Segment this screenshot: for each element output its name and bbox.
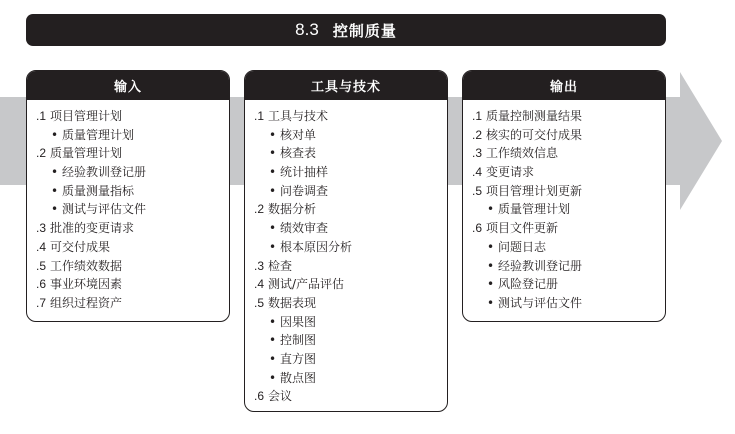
item-text: 批准的变更请求 xyxy=(50,221,135,236)
item-text: 变更请求 xyxy=(486,165,535,180)
item-text: 质量管理计划 xyxy=(62,127,135,142)
tools-subitem xyxy=(245,313,447,332)
item-text: 核查表 xyxy=(280,146,317,161)
inputs-item xyxy=(27,294,229,313)
item-number: .4 xyxy=(36,239,47,254)
item-number: .6 xyxy=(472,221,483,236)
item-text: 根本原因分析 xyxy=(280,239,353,254)
item-number: .3 xyxy=(472,146,483,161)
tools-item xyxy=(245,200,447,219)
inputs-item xyxy=(27,219,229,238)
outputs-item xyxy=(463,107,665,126)
tools-subitem xyxy=(245,144,447,163)
tools-item xyxy=(245,257,447,276)
inputs-item xyxy=(27,257,229,276)
tools-subitem xyxy=(245,350,447,369)
item-number: .1 xyxy=(254,109,265,123)
inputs-subitem xyxy=(27,200,229,219)
item-text: 工作绩效数据 xyxy=(50,258,123,273)
item-text: 问卷调查 xyxy=(280,183,329,198)
item-text: 统计抽样 xyxy=(280,165,329,180)
item-text: 因果图 xyxy=(280,314,317,329)
item-number: .1 xyxy=(36,109,47,123)
inputs-list xyxy=(27,100,229,313)
item-text: 工具与技术 xyxy=(268,109,329,123)
outputs-item xyxy=(463,163,665,182)
item-text: 数据分析 xyxy=(268,202,317,217)
item-text: 质量管理计划 xyxy=(498,202,571,217)
item-text: 组织过程资产 xyxy=(50,295,123,310)
inputs-subitem xyxy=(27,163,229,182)
outputs-item xyxy=(463,144,665,163)
outputs-subitem xyxy=(463,275,665,294)
outputs-subitem xyxy=(463,238,665,257)
tools-subitem xyxy=(245,238,447,257)
item-text: 测试/产品评估 xyxy=(268,277,345,292)
item-number: .6 xyxy=(254,389,265,404)
item-text: 数据表现 xyxy=(268,295,317,310)
item-number: .5 xyxy=(36,258,47,273)
tools-item xyxy=(245,387,447,406)
tools-subitem xyxy=(245,163,447,182)
item-number: .4 xyxy=(254,277,265,292)
tools-subitem xyxy=(245,219,447,238)
title-bar xyxy=(26,14,666,46)
outputs-subitem xyxy=(463,257,665,276)
inputs-item xyxy=(27,238,229,257)
process-title: 控制质量 xyxy=(332,21,397,40)
item-number: .7 xyxy=(36,295,47,310)
tools-list xyxy=(245,100,447,406)
item-number: .2 xyxy=(36,146,47,161)
item-text: 控制图 xyxy=(280,333,317,348)
item-text: 测试与评估文件 xyxy=(498,295,583,310)
item-text: 问题日志 xyxy=(498,239,547,254)
item-text: 可交付成果 xyxy=(50,239,111,254)
item-number: .2 xyxy=(472,127,483,142)
item-text: 测试与评估文件 xyxy=(62,202,147,217)
process-number: 8.3 xyxy=(295,20,319,39)
item-text: 质量管理计划 xyxy=(50,146,123,161)
item-number: .2 xyxy=(254,202,265,217)
item-text: 工作绩效信息 xyxy=(486,146,559,161)
outputs-list xyxy=(463,100,665,313)
item-text: 核实的可交付成果 xyxy=(486,127,583,142)
item-text: 直方图 xyxy=(280,351,317,366)
item-text: 经验教训登记册 xyxy=(62,165,147,180)
item-number: .3 xyxy=(36,221,47,236)
tools-subitem xyxy=(245,126,447,145)
tools-subitem xyxy=(245,182,447,201)
tools-item xyxy=(245,294,447,313)
inputs-item xyxy=(27,107,229,126)
inputs-subitem xyxy=(27,182,229,201)
item-text: 质量控制测量结果 xyxy=(486,109,583,123)
outputs-panel xyxy=(462,70,666,322)
inputs-subitem xyxy=(27,126,229,145)
tools-header: 工具与技术 xyxy=(245,71,447,100)
item-text: 质量测量指标 xyxy=(62,183,135,198)
item-number: .5 xyxy=(472,183,483,198)
outputs-item xyxy=(463,126,665,145)
item-text: 绩效审查 xyxy=(280,221,329,236)
item-text: 经验教训登记册 xyxy=(498,258,583,273)
item-number: .5 xyxy=(254,295,265,310)
tools-item xyxy=(245,107,447,126)
item-text: 风险登记册 xyxy=(498,277,559,292)
inputs-panel xyxy=(26,70,230,322)
item-text: 项目文件更新 xyxy=(486,221,559,236)
item-number: .1 xyxy=(472,109,483,123)
item-number: .4 xyxy=(472,165,483,180)
item-text: 散点图 xyxy=(280,370,317,385)
item-text: 核对单 xyxy=(280,127,317,142)
outputs-subitem xyxy=(463,294,665,313)
outputs-subitem xyxy=(463,200,665,219)
item-number: .3 xyxy=(254,258,265,273)
item-text: 项目管理计划 xyxy=(50,109,123,123)
outputs-item xyxy=(463,182,665,201)
inputs-item xyxy=(27,144,229,163)
item-text: 事业环境因素 xyxy=(50,277,123,292)
item-text: 检查 xyxy=(268,258,293,273)
tools-item xyxy=(245,275,447,294)
inputs-header: 输入 xyxy=(27,71,229,100)
item-text: 项目管理计划更新 xyxy=(486,183,583,198)
item-text: 会议 xyxy=(268,389,293,404)
item-number: .6 xyxy=(36,277,47,292)
outputs-item xyxy=(463,219,665,238)
tools-subitem xyxy=(245,331,447,350)
inputs-item xyxy=(27,275,229,294)
outputs-header: 输出 xyxy=(463,71,665,100)
tools-panel xyxy=(244,70,448,412)
tools-subitem xyxy=(245,369,447,388)
